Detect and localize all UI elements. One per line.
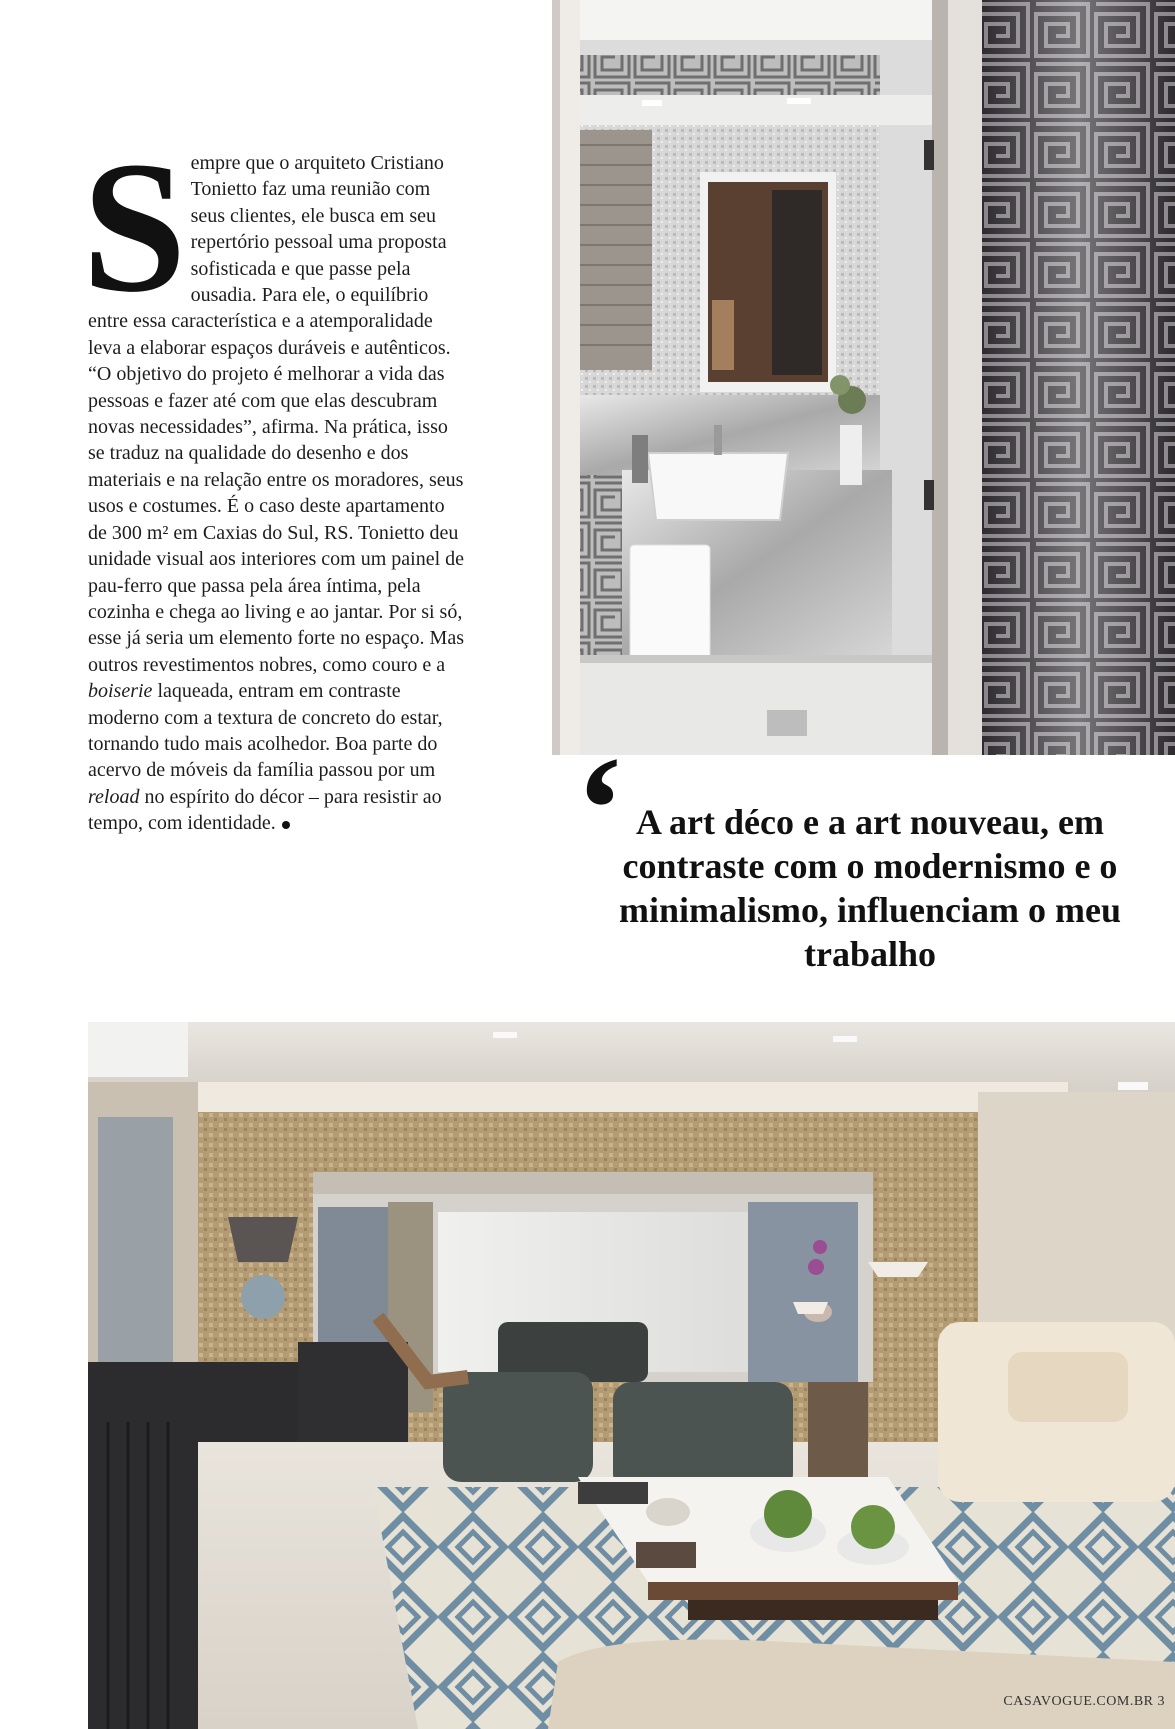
end-mark-icon (282, 821, 290, 829)
living-room-photo (88, 1022, 1175, 1729)
page-footer: CASAVOGUE.COM.BR 3 (1003, 1694, 1165, 1709)
pull-quote (575, 726, 1145, 982)
italic-reload: reload (88, 785, 140, 808)
article-text-start: empre que o arquiteto Cristiano Tonietto faz uma reunião com seus clientes, ele busca em seu repertório pessoal uma proposta sofisticada e que passe pela ousadia. Para ele, o equilíbrio entre essa característica e a atemporalidade leva a elaborar espaços duráveis e autênticos. “O objetivo do projeto é melhorar a vida das pessoas e fazer até com que elas descubram novas necessidades”, afirma. Na prática, isso se traduz na qualidade do desenho e dos materiais e na relação entre os moradores, seus usos e costumes. É o caso deste apartamento de 300 m² em Caxias do Sul, RS. Tonietto deu unidade visual aos interiores com um painel de pau-ferro que passa pela área íntima, pela cozinha e chega ao living e ao jantar. Por si só, esse já seria um elemento forte no espaço. Mas outros revestimentos nobres, como couro e a (88, 152, 465, 676)
italic-boiserie: boiserie (88, 680, 153, 703)
quote-mark: ‘ (575, 726, 625, 892)
pull-quote-text: A art déco e a art nouveau, em contraste com o modernismo e o minimalismo, influenciam o meu trabalho (619, 802, 1121, 974)
article-body (82, 122, 468, 837)
bathroom-photo (552, 0, 1175, 755)
drop-cap: S (82, 122, 187, 331)
article-text-mid: laqueada, entram em contraste moderno com a textura de concreto do estar, tornando tudo mais acolhedor. Boa parte do acervo de móveis da família passou por um (88, 680, 443, 782)
article-text-end: no espírito do décor – para resistir ao tempo, com identidade. (88, 785, 442, 835)
